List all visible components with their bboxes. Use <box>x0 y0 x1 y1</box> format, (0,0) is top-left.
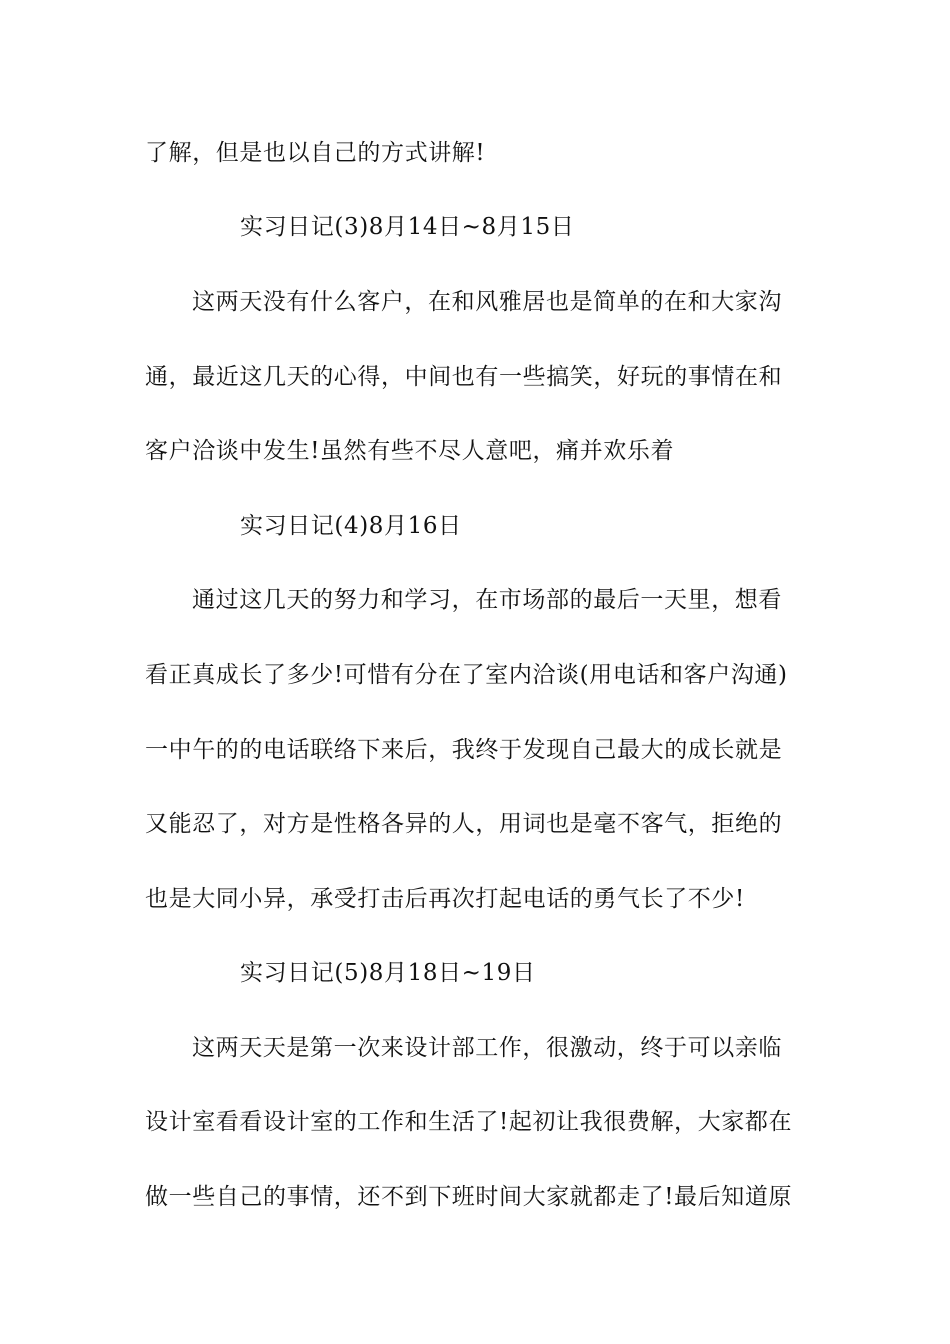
paragraph-line: 看正真成长了多少!可惜有分在了室内洽谈(用电话和客户沟通) <box>145 662 788 688</box>
paragraph-line: 客户洽谈中发生!虽然有些不尽人意吧，痛并欢乐着 <box>145 438 675 464</box>
paragraph-line: 设计室看看设计室的工作和生活了!起初让我很费解，大家都在 <box>145 1109 793 1135</box>
paragraph-line: 做一些自己的事情，还不到下班时间大家就都走了!最后知道原 <box>145 1184 793 1210</box>
paragraph-line: 又能忍了，对方是性格各异的人，用词也是毫不客气，拒绝的 <box>145 811 783 837</box>
diary-heading-4: 实习日记(4)8月16日 <box>240 513 462 539</box>
diary-heading-5: 实习日记(5)8月18日~19日 <box>240 960 536 986</box>
diary-heading-3: 实习日记(3)8月14日~8月15日 <box>240 214 575 240</box>
paragraph-line: 通，最近这几天的心得，中间也有一些搞笑，好玩的事情在和 <box>145 364 783 390</box>
paragraph-line: 这两天天是第一次来设计部工作，很激动，终于可以亲临 <box>192 1035 782 1061</box>
paragraph-line: 了解，但是也以自己的方式讲解! <box>145 140 486 166</box>
paragraph-line: 一中午的的电话联络下来后，我终于发现自己最大的成长就是 <box>145 737 783 763</box>
paragraph-line: 这两天没有什么客户，在和风雅居也是简单的在和大家沟 <box>192 289 782 315</box>
paragraph-line: 通过这几天的努力和学习，在市场部的最后一天里，想看 <box>192 587 782 613</box>
paragraph-line: 也是大同小异，承受打击后再次打起电话的勇气长了不少! <box>145 886 745 912</box>
